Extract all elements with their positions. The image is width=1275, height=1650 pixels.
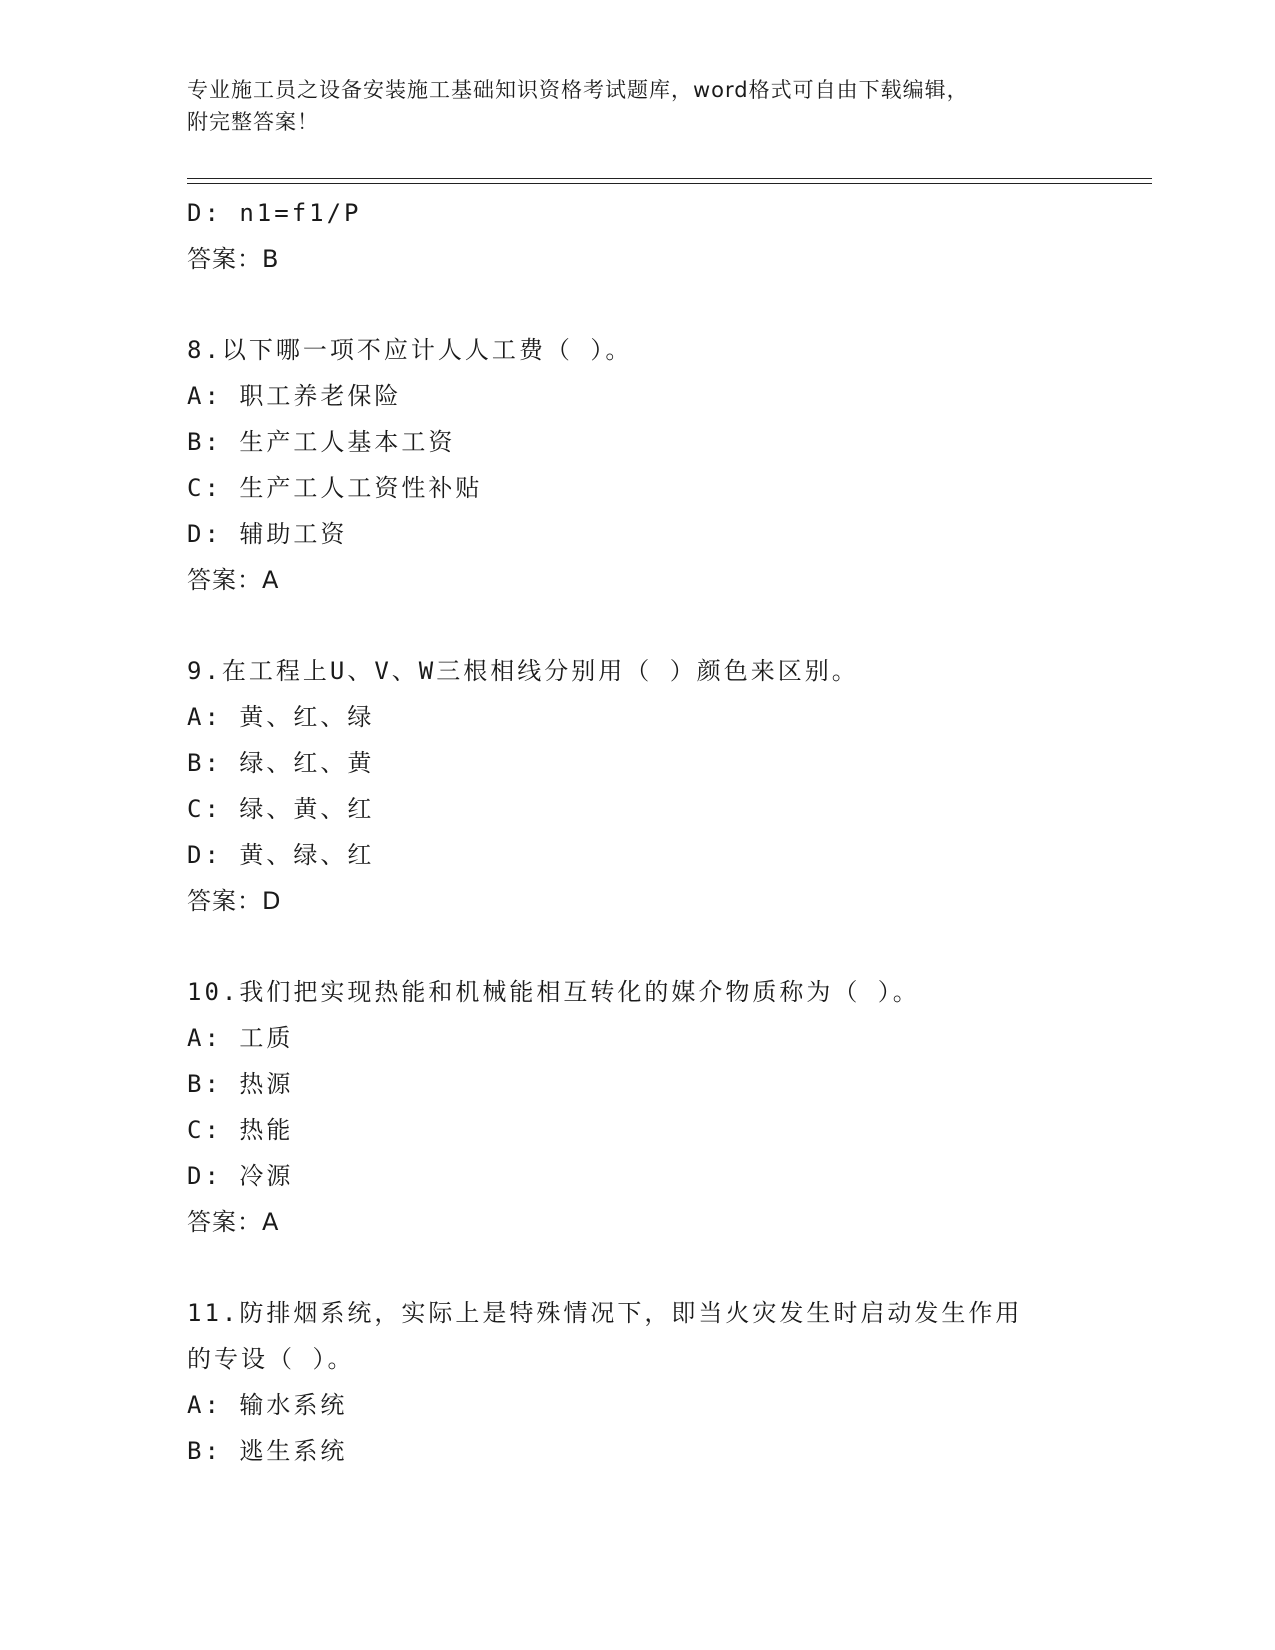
spacer bbox=[187, 603, 1147, 648]
document-body bbox=[187, 190, 1147, 1474]
header-rule-top bbox=[187, 178, 1152, 179]
option-d: D: n1=f1/P bbox=[187, 199, 362, 227]
option-d: D: 辅助工资 bbox=[187, 520, 348, 548]
header-rule-bottom bbox=[187, 183, 1152, 184]
header-line-2: 附完整答案！ bbox=[187, 110, 319, 134]
question-11 bbox=[187, 1290, 1147, 1474]
answer: 答案：D bbox=[187, 887, 282, 915]
spacer bbox=[187, 282, 1147, 327]
question-10 bbox=[187, 969, 1147, 1245]
question-text: 8.以下哪一项不应计人人工费（ ）。 bbox=[187, 336, 633, 364]
option-d: D: 冷源 bbox=[187, 1162, 294, 1190]
question-8 bbox=[187, 327, 1147, 603]
option-b: B: 逃生系统 bbox=[187, 1437, 348, 1465]
question-text-line-2: 的专设（ ）。 bbox=[187, 1345, 355, 1373]
question-text: 9.在工程上U、V、W三根相线分别用（ ）颜色来区别。 bbox=[187, 657, 859, 685]
option-a: A: 黄、红、绿 bbox=[187, 703, 375, 731]
option-a: A: 输水系统 bbox=[187, 1391, 348, 1419]
answer: 答案：A bbox=[187, 1208, 280, 1236]
spacer bbox=[187, 924, 1147, 969]
document-header bbox=[187, 74, 1087, 138]
header-line-1: 专业施工员之设备安装施工基础知识资格考试题库，word格式可自由下载编辑， bbox=[187, 78, 969, 102]
question-text: 10.我们把实现热能和机械能相互转化的媒介物质称为（ ）。 bbox=[187, 978, 920, 1006]
option-b: B: 生产工人基本工资 bbox=[187, 428, 456, 456]
spacer bbox=[187, 1245, 1147, 1290]
answer: 答案：B bbox=[187, 245, 280, 273]
answer: 答案：A bbox=[187, 566, 280, 594]
option-d: D: 黄、绿、红 bbox=[187, 841, 375, 869]
option-b: B: 绿、红、黄 bbox=[187, 749, 375, 777]
question-text-line-1: 11.防排烟系统，实际上是特殊情况下，即当火灾发生时启动发生作用 bbox=[187, 1299, 1023, 1327]
option-a: A: 职工养老保险 bbox=[187, 382, 402, 410]
option-a: A: 工质 bbox=[187, 1024, 294, 1052]
option-b: B: 热源 bbox=[187, 1070, 294, 1098]
option-c: C: 绿、黄、红 bbox=[187, 795, 375, 823]
option-c: C: 热能 bbox=[187, 1116, 294, 1144]
question-9 bbox=[187, 648, 1147, 924]
option-c: C: 生产工人工资性补贴 bbox=[187, 474, 483, 502]
